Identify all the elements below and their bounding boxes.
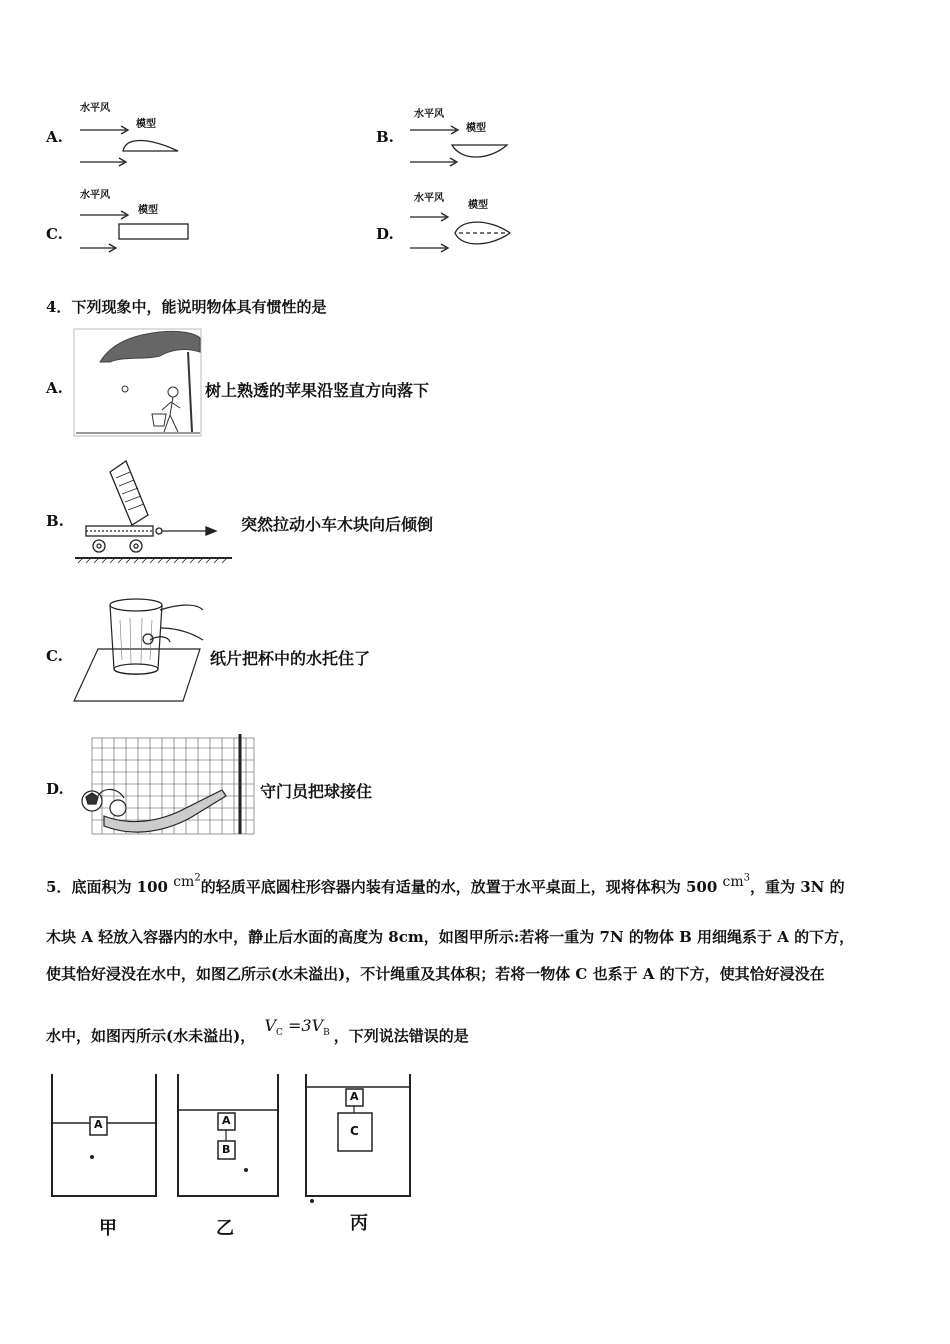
q5-line-3: 使其恰好浸没在水中，如图乙所示(水未溢出)，不计绳重及其体积；若将一物体 C 也系于 A 的下方，使其恰好浸没在 xyxy=(46,965,825,983)
q4-option-c-letter[interactable]: C. xyxy=(46,647,63,665)
q3-option-d-model-label: 模型 xyxy=(468,200,488,211)
q5-number: 5． xyxy=(46,878,72,896)
q5-line-2: 木块 A 轻放入容器内的水中，静止后水面的高度为 8cm，如图甲所示:若将一重为 7N 的物体 B 用细绳系于 A 的下方， xyxy=(46,928,855,946)
q5-figure-yi-block-b-label: B xyxy=(222,1143,231,1156)
q5-unit-cm2-exp: 2 xyxy=(194,872,201,884)
q5-line-1-part-c: ，重为 3N 的 xyxy=(750,878,845,896)
q5-line-1-part-a: 底面积为 100 xyxy=(71,878,168,896)
q5-unit-cm2-base: cm xyxy=(173,874,195,890)
q3-option-c-wind-label: 水平风 xyxy=(80,190,110,201)
q4-stem-text: 下列现象中，能说明物体具有惯性的是 xyxy=(71,298,327,316)
q3-option-c-model-label: 模型 xyxy=(138,205,158,216)
q4-option-a-text: 树上熟透的苹果沿竖直方向落下 xyxy=(205,381,430,400)
q5-line-4-part-b: ，下列说法错误的是 xyxy=(333,1027,469,1045)
q3-option-d-wind-label: 水平风 xyxy=(414,193,444,204)
q5-figure-bing-block-c-label: C xyxy=(350,1124,359,1138)
q3-option-a-wind-label: 水平风 xyxy=(80,103,110,114)
q3-option-a-letter[interactable]: A. xyxy=(46,128,63,146)
q3-option-b-model-label: 模型 xyxy=(466,123,486,134)
q5-unit-cm3-base: cm xyxy=(722,874,744,890)
q4-option-a-letter[interactable]: A. xyxy=(46,379,63,397)
q3-option-d-letter[interactable]: D. xyxy=(376,225,394,243)
q4-number: 4． xyxy=(46,298,72,316)
q3-option-b-letter[interactable]: B. xyxy=(376,128,394,146)
q3-option-b-wind-label: 水平风 xyxy=(414,109,444,120)
q5-line-4-part-a: 水中，如图丙所示(水未溢出)， xyxy=(46,1027,256,1045)
q5-formula-v: V xyxy=(264,1016,276,1035)
q5-figure-bing-caption: 丙 xyxy=(350,1213,368,1234)
q5-figure-jia-caption: 甲 xyxy=(99,1218,117,1239)
q5-figure-jia-block-a-label: A xyxy=(94,1118,103,1131)
q5-formula-sub-c: C xyxy=(276,1028,283,1039)
q4-option-d-letter[interactable]: D. xyxy=(46,780,64,798)
q5-formula-sub-b: B xyxy=(323,1028,330,1039)
q4-option-b-text: 突然拉动小车木块向后倾倒 xyxy=(241,515,434,534)
q5-unit-cm3-exp: 3 xyxy=(743,872,750,884)
q4-option-b-letter[interactable]: B. xyxy=(46,512,64,530)
q5-line-1-part-b: 的轻质平底圆柱形容器内装有适量的水，放置于水平桌面上，现将体积为 500 xyxy=(200,878,718,896)
q4-option-c-text: 纸片把杯中的水托住了 xyxy=(210,649,371,668)
q4-option-d-text: 守门员把球接住 xyxy=(260,782,373,801)
q5-formula-mid: =3V xyxy=(282,1016,324,1035)
q5-figure-bing-block-a-label: A xyxy=(350,1090,359,1103)
q3-option-c-letter[interactable]: C. xyxy=(46,225,63,243)
q5-figure-yi-caption: 乙 xyxy=(216,1218,234,1239)
q5-figure-yi-block-a-label: A xyxy=(222,1114,231,1127)
q5-figure-yi-container xyxy=(178,1074,278,1196)
q3-option-a-model-label: 模型 xyxy=(136,119,156,130)
